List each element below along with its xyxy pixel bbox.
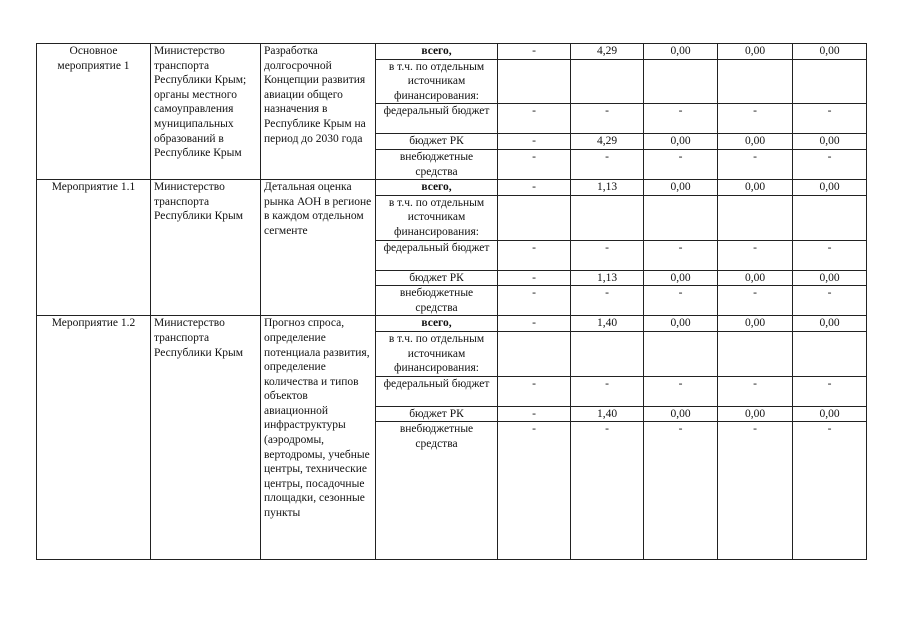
group-name-cell: Мероприятие 1.1 [37,180,151,316]
funding-source-cell: бюджет РК [376,270,498,286]
value-cell: 1,13 [571,270,644,286]
value-cell: - [498,180,571,196]
value-cell: - [571,104,644,134]
funding-source-cell: внебюджетные средства [376,422,498,560]
funding-source-cell: всего, [376,316,498,332]
value-cell: - [571,240,644,270]
value-cell [793,331,867,376]
value-cell: - [718,104,793,134]
value-cell: - [498,286,571,316]
value-cell: - [498,422,571,560]
value-cell: - [718,422,793,560]
funding-source-cell: внебюджетные средства [376,286,498,316]
value-cell: - [498,134,571,150]
table-row [37,316,867,332]
value-cell: 0,00 [793,316,867,332]
value-cell: 0,00 [718,406,793,422]
funding-table [36,43,867,560]
value-cell: - [644,376,718,406]
value-cell [498,59,571,104]
value-cell: - [718,149,793,179]
funding-source-cell: федеральный бюджет [376,376,498,406]
value-cell: - [644,286,718,316]
value-cell: - [793,104,867,134]
value-cell: - [498,270,571,286]
value-cell: 1,40 [571,316,644,332]
funding-source-cell: внебюджетные средства [376,149,498,179]
value-cell [718,59,793,104]
funding-source-cell: бюджет РК [376,134,498,150]
value-cell: - [793,240,867,270]
value-cell: 0,00 [793,134,867,150]
value-cell: 4,29 [571,44,644,60]
value-cell: 0,00 [644,180,718,196]
description-cell: Детальная оценка рынка АОН в регионе в каждом отдельном сегменте [261,180,376,316]
value-cell [718,331,793,376]
value-cell: - [498,316,571,332]
value-cell: - [718,376,793,406]
value-cell [498,195,571,240]
group-name-cell: Основное мероприятие 1 [37,44,151,180]
value-cell: - [793,149,867,179]
value-cell: 1,13 [571,180,644,196]
table-row [37,180,867,196]
funding-source-cell: федеральный бюджет [376,240,498,270]
value-cell: 0,00 [644,134,718,150]
executor-cell: Министерство транспорта Республики Крым; органы местного самоуправления муниципальных образований в Республике Крым [151,44,261,180]
value-cell [571,331,644,376]
value-cell: 0,00 [718,316,793,332]
value-cell: 0,00 [793,44,867,60]
value-cell: - [793,286,867,316]
funding-source-cell: бюджет РК [376,406,498,422]
value-cell: 0,00 [644,406,718,422]
executor-cell: Министерство транспорта Республики Крым [151,180,261,316]
value-cell: 0,00 [644,44,718,60]
value-cell: - [644,149,718,179]
funding-source-cell: в т.ч. по отдельным источникам финансирования: [376,331,498,376]
value-cell: 4,29 [571,134,644,150]
value-cell: - [571,422,644,560]
value-cell [793,59,867,104]
value-cell: 0,00 [793,270,867,286]
value-cell: - [498,149,571,179]
value-cell: 0,00 [793,180,867,196]
value-cell: 0,00 [718,270,793,286]
description-cell: Прогноз спроса, определение потенциала развития, определение количества и типов объектов авиационной инфраструктуры (аэродромы, вертодромы, учебные центры, технические центры, посадочные площадки, сезонные пункты [261,316,376,560]
value-cell: - [718,240,793,270]
value-cell [498,331,571,376]
value-cell: 0,00 [644,270,718,286]
value-cell [571,59,644,104]
value-cell [793,195,867,240]
value-cell: - [498,376,571,406]
value-cell [644,59,718,104]
executor-cell: Министерство транспорта Республики Крым [151,316,261,560]
funding-source-cell: в т.ч. по отдельным источникам финансирования: [376,59,498,104]
table-row [37,44,867,60]
value-cell: 1,40 [571,406,644,422]
value-cell [644,195,718,240]
value-cell: - [571,286,644,316]
funding-source-cell: федеральный бюджет [376,104,498,134]
description-cell: Разработка долгосрочной Концепции развития авиации общего назначения в Республике Крым на период до 2030 года [261,44,376,180]
value-cell: - [498,44,571,60]
value-cell [571,195,644,240]
value-cell: - [644,422,718,560]
funding-source-cell: всего, [376,180,498,196]
value-cell: - [793,422,867,560]
value-cell: 0,00 [718,44,793,60]
group-name-cell: Мероприятие 1.2 [37,316,151,560]
value-cell: - [498,240,571,270]
value-cell: 0,00 [644,316,718,332]
value-cell: - [644,104,718,134]
funding-source-cell: в т.ч. по отдельным источникам финансирования: [376,195,498,240]
value-cell: - [718,286,793,316]
value-cell: - [498,406,571,422]
value-cell: - [793,376,867,406]
value-cell: - [571,376,644,406]
value-cell: 0,00 [718,180,793,196]
value-cell: - [571,149,644,179]
value-cell [718,195,793,240]
funding-source-cell: всего, [376,44,498,60]
table-body [37,44,867,560]
value-cell [644,331,718,376]
value-cell: 0,00 [793,406,867,422]
value-cell: 0,00 [718,134,793,150]
value-cell: - [498,104,571,134]
value-cell: - [644,240,718,270]
